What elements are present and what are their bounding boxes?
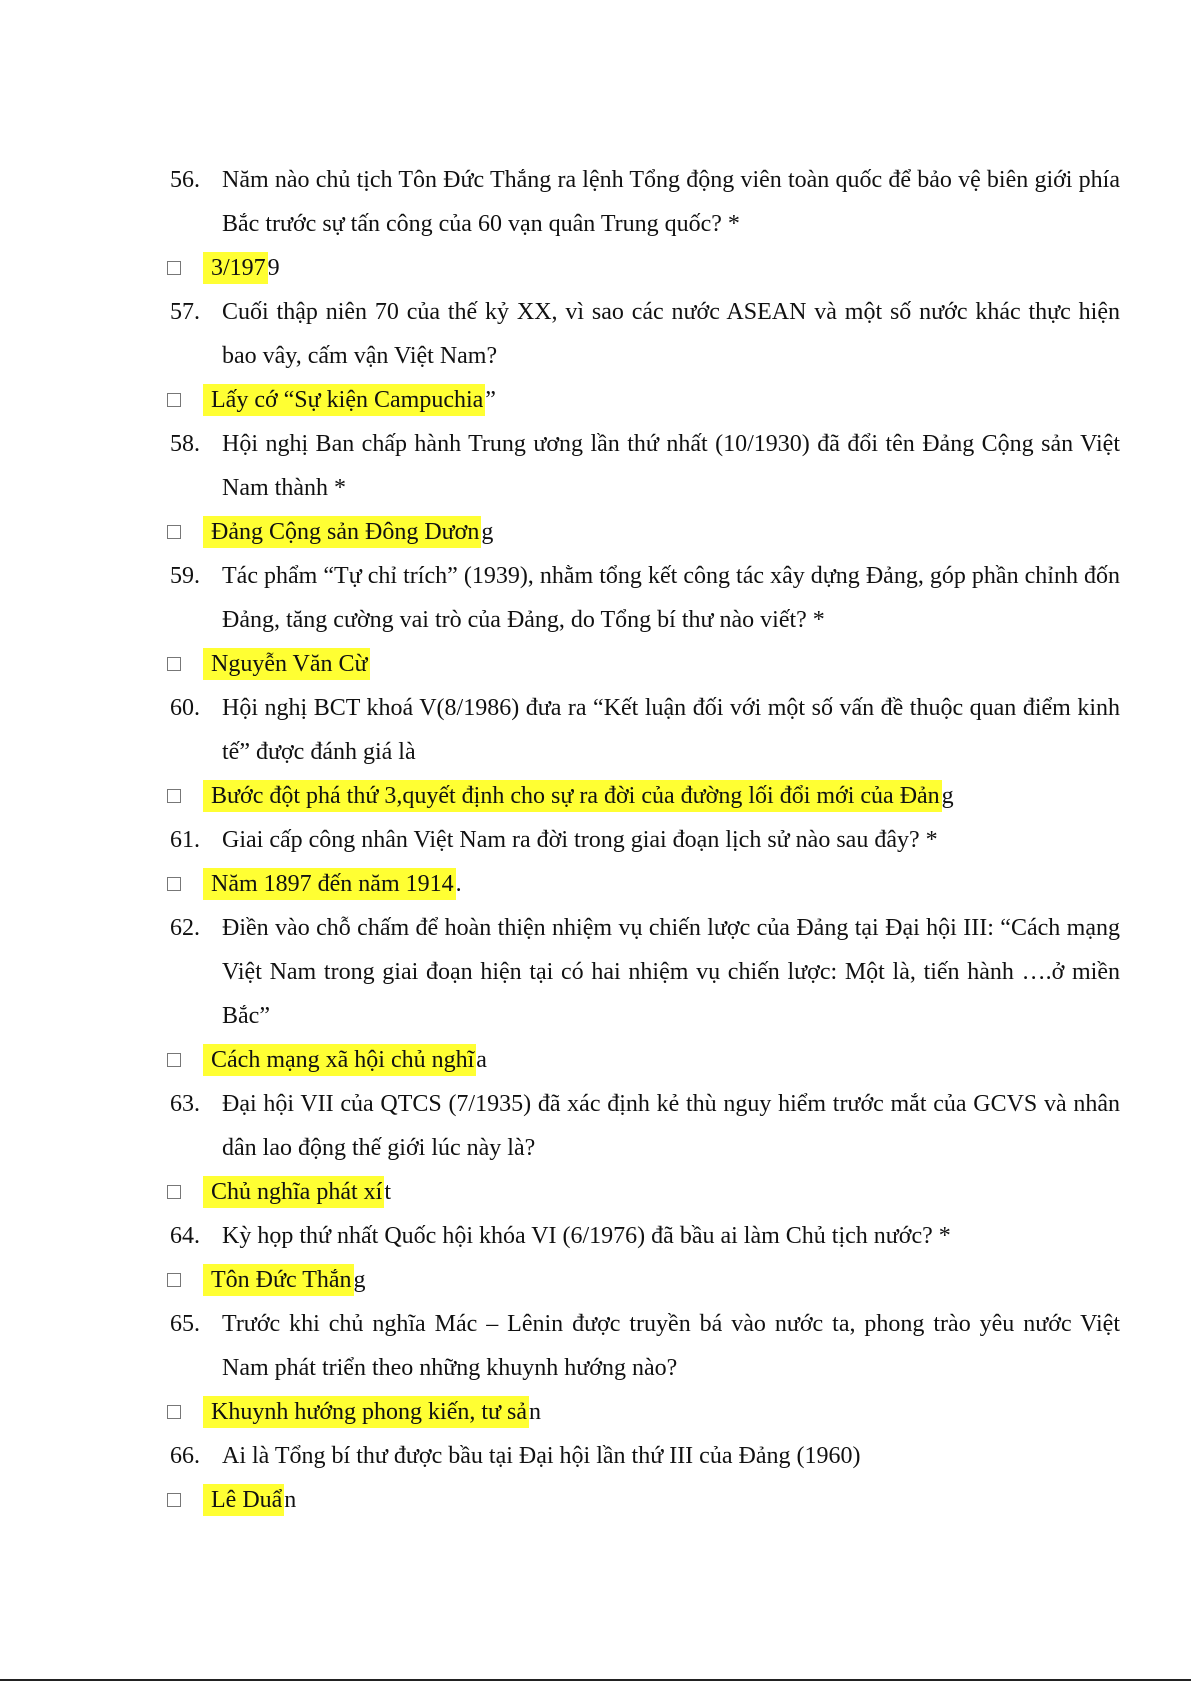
question-58: [170, 422, 1120, 510]
question-65: [170, 1302, 1120, 1390]
question-62: [170, 906, 1120, 1038]
question-text: Điền vào chỗ chấm để hoàn thiện nhiệm vụ chiến lược của Đảng tại Đại hội III: “Cách mạng Việt Nam trong giai đoạn hiện tại có hai nhiệm vụ chiến lược: Một là, tiến hành ….ở miền Bắc”: [222, 915, 1120, 1029]
highlighted-answer: Năm 1897 đến năm 1914: [203, 868, 456, 900]
highlighted-answer: Lấy cớ “Sự kiện Campuchia: [203, 384, 485, 416]
checkbox-icon[interactable]: [167, 1185, 181, 1199]
checkbox-icon[interactable]: [167, 1405, 181, 1419]
page-bottom-rule: [0, 1679, 1191, 1681]
question-text: Năm nào chủ tịch Tôn Đức Thắng ra lệnh Tổng động viên toàn quốc để bảo vệ biên giới phía Bắc trước sự tấn công của 60 vạn quân Trung quốc? *: [222, 167, 1120, 237]
checkbox-icon[interactable]: [167, 1273, 181, 1287]
answer-tail: n: [284, 1486, 297, 1513]
answer-tail: n: [529, 1398, 542, 1425]
question-number: 66.: [170, 1443, 200, 1469]
checkbox-icon[interactable]: [167, 1493, 181, 1507]
answer-tail: t: [384, 1178, 391, 1205]
highlighted-answer: Đảng Cộng sản Đông Dươn: [203, 516, 481, 548]
highlighted-answer: 3/197: [203, 252, 268, 284]
answer-tail: g: [941, 782, 954, 809]
question-61: [170, 818, 1120, 862]
question-number: 60.: [170, 695, 200, 721]
checkbox-icon[interactable]: [167, 393, 181, 407]
answer-61[interactable]: [167, 862, 1120, 906]
highlighted-answer: Cách mạng xã hội chủ nghĩ: [203, 1044, 476, 1076]
answer-60[interactable]: [167, 774, 1120, 818]
question-list: [170, 158, 1120, 1522]
question-number: 64.: [170, 1223, 200, 1249]
checkbox-icon[interactable]: [167, 877, 181, 891]
question-text: Ai là Tổng bí thư được bầu tại Đại hội lần thứ III của Đảng (1960): [222, 1443, 861, 1469]
question-number: 65.: [170, 1311, 200, 1337]
question-59: [170, 554, 1120, 642]
answer-62[interactable]: [167, 1038, 1120, 1082]
answer-56[interactable]: [167, 246, 1120, 290]
highlighted-answer: Bước đột phá thứ 3,quyết định cho sự ra đời của đường lối đổi mới của Đản: [203, 780, 942, 812]
question-text: Hội nghị Ban chấp hành Trung ương lần thứ nhất (10/1930) đã đổi tên Đảng Cộng sản Việt Nam thành *: [222, 431, 1120, 501]
answer-64[interactable]: [167, 1258, 1120, 1302]
question-text: Tác phẩm “Tự chỉ trích” (1939), nhằm tổng kết công tác xây dựng Đảng, góp phần chỉnh đốn Đảng, tăng cường vai trò của Đảng, do Tổng bí thư nào viết? *: [222, 563, 1120, 633]
highlighted-answer: Khuynh hướng phong kiến, tư sả: [203, 1396, 529, 1428]
checkbox-icon[interactable]: [167, 657, 181, 671]
answer-tail: g: [481, 518, 494, 545]
answer-63[interactable]: [167, 1170, 1120, 1214]
checkbox-icon[interactable]: [167, 789, 181, 803]
question-text: Giai cấp công nhân Việt Nam ra đời trong giai đoạn lịch sử nào sau đây? *: [222, 827, 938, 853]
question-text: Cuối thập niên 70 của thế kỷ XX, vì sao các nước ASEAN và một số nước khác thực hiện bao vây, cấm vận Việt Nam?: [222, 299, 1120, 369]
checkbox-icon[interactable]: [167, 1053, 181, 1067]
question-number: 63.: [170, 1091, 200, 1117]
checkbox-icon[interactable]: [167, 525, 181, 539]
question-text: Kỳ họp thứ nhất Quốc hội khóa VI (6/1976) đã bầu ai làm Chủ tịch nước? *: [222, 1223, 951, 1249]
question-57: [170, 290, 1120, 378]
question-text: Đại hội VII của QTCS (7/1935) đã xác định kẻ thù nguy hiểm trước mắt của GCVS và nhân dân lao động thế giới lúc này là?: [222, 1091, 1120, 1161]
answer-tail: g: [353, 1266, 366, 1293]
question-60: [170, 686, 1120, 774]
answer-tail: a: [476, 1046, 487, 1073]
question-number: 59.: [170, 563, 200, 589]
answer-tail: .: [455, 870, 462, 897]
question-number: 61.: [170, 827, 200, 853]
answer-tail: ”: [485, 386, 496, 413]
answer-tail: 9: [267, 254, 280, 281]
question-64: [170, 1214, 1120, 1258]
checkbox-icon[interactable]: [167, 261, 181, 275]
highlighted-answer: Lê Duẩ: [203, 1484, 284, 1516]
highlighted-answer: Chủ nghĩa phát xí: [203, 1176, 384, 1208]
question-number: 58.: [170, 431, 200, 457]
answer-57[interactable]: [167, 378, 1120, 422]
question-text: Trước khi chủ nghĩa Mác – Lênin được truyền bá vào nước ta, phong trào yêu nước Việt Nam phát triển theo những khuynh hướng nào?: [222, 1311, 1120, 1381]
highlighted-answer: Nguyễn Văn Cừ: [203, 648, 370, 680]
question-63: [170, 1082, 1120, 1170]
answer-59[interactable]: [167, 642, 1120, 686]
question-number: 56.: [170, 167, 200, 193]
question-number: 57.: [170, 299, 200, 325]
question-56: [170, 158, 1120, 246]
highlighted-answer: Tôn Đức Thắn: [203, 1264, 354, 1296]
question-text: Hội nghị BCT khoá V(8/1986) đưa ra “Kết luận đối với một số vấn đề thuộc quan điểm kinh tế” được đánh giá là: [222, 695, 1120, 765]
answer-65[interactable]: [167, 1390, 1120, 1434]
question-number: 62.: [170, 915, 200, 941]
answer-58[interactable]: [167, 510, 1120, 554]
question-66: [170, 1434, 1120, 1478]
answer-66[interactable]: [167, 1478, 1120, 1522]
